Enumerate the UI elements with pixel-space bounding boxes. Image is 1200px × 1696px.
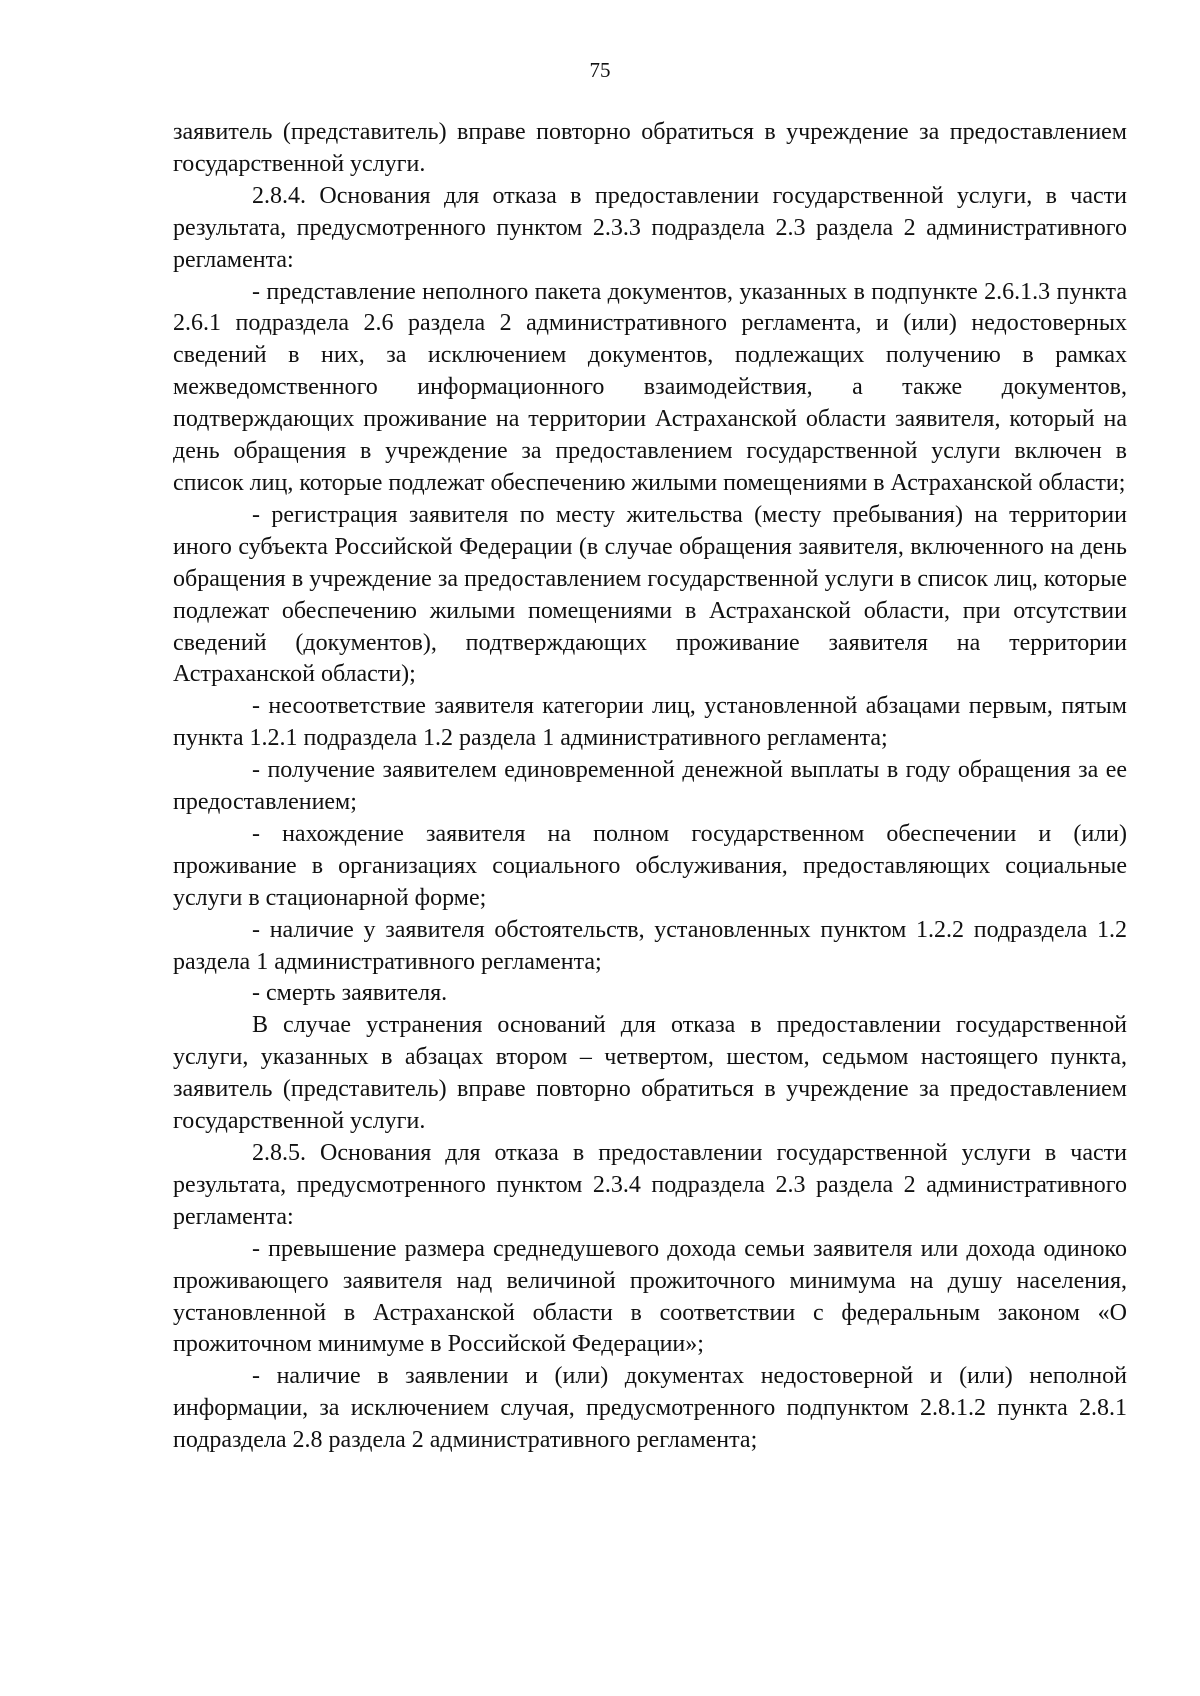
list-item-incomplete-documents: - представление неполного пакета документов, указанных в подпункте 2.6.1.3 пункта 2.6.1 подраздела 2.6 раздела 2 административного регламента, и (или) недостоверных сведений в них, за исключением документов, подлежащих получению в рамках межведомственного информационного взаимодействия, а также документов, подтверждающих проживание на территории Астраханской области заявителя, который на день обращения в учреждение за предоставлением государственной услуги включен в список лиц, которые подлежат обеспечению жилыми помещениями в Астраханской области; xyxy=(173,278,1127,496)
list-item-death: - смерть заявителя. xyxy=(252,980,448,1007)
paragraph-reapply: В случае устранения оснований для отказа в предоставлении государственной услуги, указанных в абзацах втором – четвертом, шестом, седьмом настоящего пункта, заявитель (представитель) вправе повторно обратиться в учреждение за предоставлением государственной услуги. xyxy=(173,1012,1127,1135)
paragraph-2-8-4-heading: 2.8.4. Основания для отказа в предоставлении государственной услуги, в части результата, предусмотренного пунктом 2.3.3 подраздела 2.3 раздела 2 административного регламента: xyxy=(173,182,1127,273)
list-item-state-support: - нахождение заявителя на полном государственном обеспечении и (или) проживание в организациях социального обслуживания, предоставляющих социальные услуги в стационарной форме; xyxy=(173,820,1127,911)
list-item-false-information: - наличие в заявлении и (или) документах недостоверной и (или) неполной информации, за исключением случая, предусмотренного подпунктом 2.8.1.2 пункта 2.8.1 подраздела 2.8 раздела 2 административного регламента; xyxy=(173,1363,1127,1454)
list-item-circumstances: - наличие у заявителя обстоятельств, установленных пунктом 1.2.2 подраздела 1.2 раздела 1 административного регламента; xyxy=(173,916,1127,975)
list-item-registration-other-subject: - регистрация заявителя по месту жительства (месту пребывания) на территории иного субъекта Российской Федерации (в случае обращения заявителя, включенного на день обращения в учреждение за предоставлением государственной услуги в список лиц, которые подлежат обеспечению жилыми помещениями в Астраханской области, при отсутствии сведений (документов), подтверждающих проживание заявителя на территории Астраханской области); xyxy=(173,501,1127,688)
document-body xyxy=(173,117,1127,1457)
page-number: 75 xyxy=(589,58,611,82)
paragraph-continuation: заявитель (представитель) вправе повторно обратиться в учреждение за предоставлением государственной услуги. xyxy=(173,119,1127,177)
list-item-income-excess: - превышение размера среднедушевого дохода семьи заявителя или дохода одиноко проживающего заявителя над величиной прожиточного минимума на душу населения, установленной в Астраханской области в соответствии с федеральным законом «О прожиточном минимуме в Российской Федерации»; xyxy=(173,1235,1127,1358)
paragraph-2-8-5-heading: 2.8.5. Основания для отказа в предоставлении государственной услуги в части результата, предусмотренного пунктом 2.3.4 подраздела 2.3 раздела 2 административного регламента: xyxy=(173,1140,1127,1230)
list-item-category-mismatch: - несоответствие заявителя категории лиц, установленной абзацами первым, пятым пункта 1.2.1 подраздела 1.2 раздела 1 административного регламента; xyxy=(173,693,1127,752)
list-item-payment-received: - получение заявителем единовременной денежной выплаты в году обращения за ее предоставлением; xyxy=(173,757,1127,816)
